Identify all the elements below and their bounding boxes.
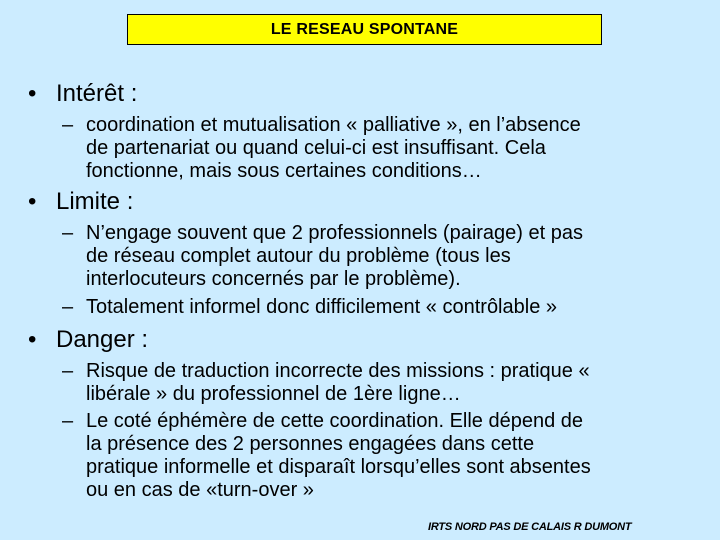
dash-marker: – (62, 114, 74, 136)
section-item-text: N’engage souvent que 2 professionnels (pairage) et pas de réseau complet autour du problème (tous les interlocuteurs concernés par le problème). (86, 222, 583, 290)
section-item-text: Risque de traduction incorrecte des missions : pratique « libérale » du professionnel de 1ère ligne… (86, 360, 590, 405)
dash-marker: – (62, 222, 74, 244)
section-item (62, 410, 702, 502)
section-heading-interet (28, 80, 137, 108)
section-item (62, 296, 702, 319)
slide-title: LE RESEAU SPONTANE (270, 20, 459, 38)
section-item-text: Totalement informel donc difficilement « contrôlable » (86, 296, 557, 318)
section-heading-limite (28, 188, 133, 216)
dash-marker: – (62, 360, 74, 382)
section-item-text: Le coté éphémère de cette coordination. Elle dépend de la présence des 2 personnes engagées dans cette pratique informelle et disparaît lorsqu’elles sont absentes ou en cas de «turn-over » (86, 410, 591, 501)
section-heading-label: Danger : (56, 326, 149, 353)
section-item (62, 114, 702, 183)
section-heading-danger (28, 326, 148, 354)
section-heading-label: Intérêt : (56, 80, 138, 107)
section-heading-label: Limite : (56, 188, 134, 215)
bullet-dot: • (28, 326, 37, 353)
footer-credit: IRTS NORD PAS DE CALAIS R DUMONT (428, 521, 632, 533)
dash-marker: – (62, 410, 74, 432)
section-item (62, 360, 702, 406)
section-item (62, 222, 702, 291)
dash-marker: – (62, 296, 74, 318)
section-item-text: coordination et mutualisation « palliative », en l’absence de partenariat ou quand celui-ci est insuffisant. Cela fonctionne, mais sous certaines conditions… (86, 114, 581, 182)
bullet-dot: • (28, 188, 37, 215)
bullet-dot: • (28, 80, 37, 107)
